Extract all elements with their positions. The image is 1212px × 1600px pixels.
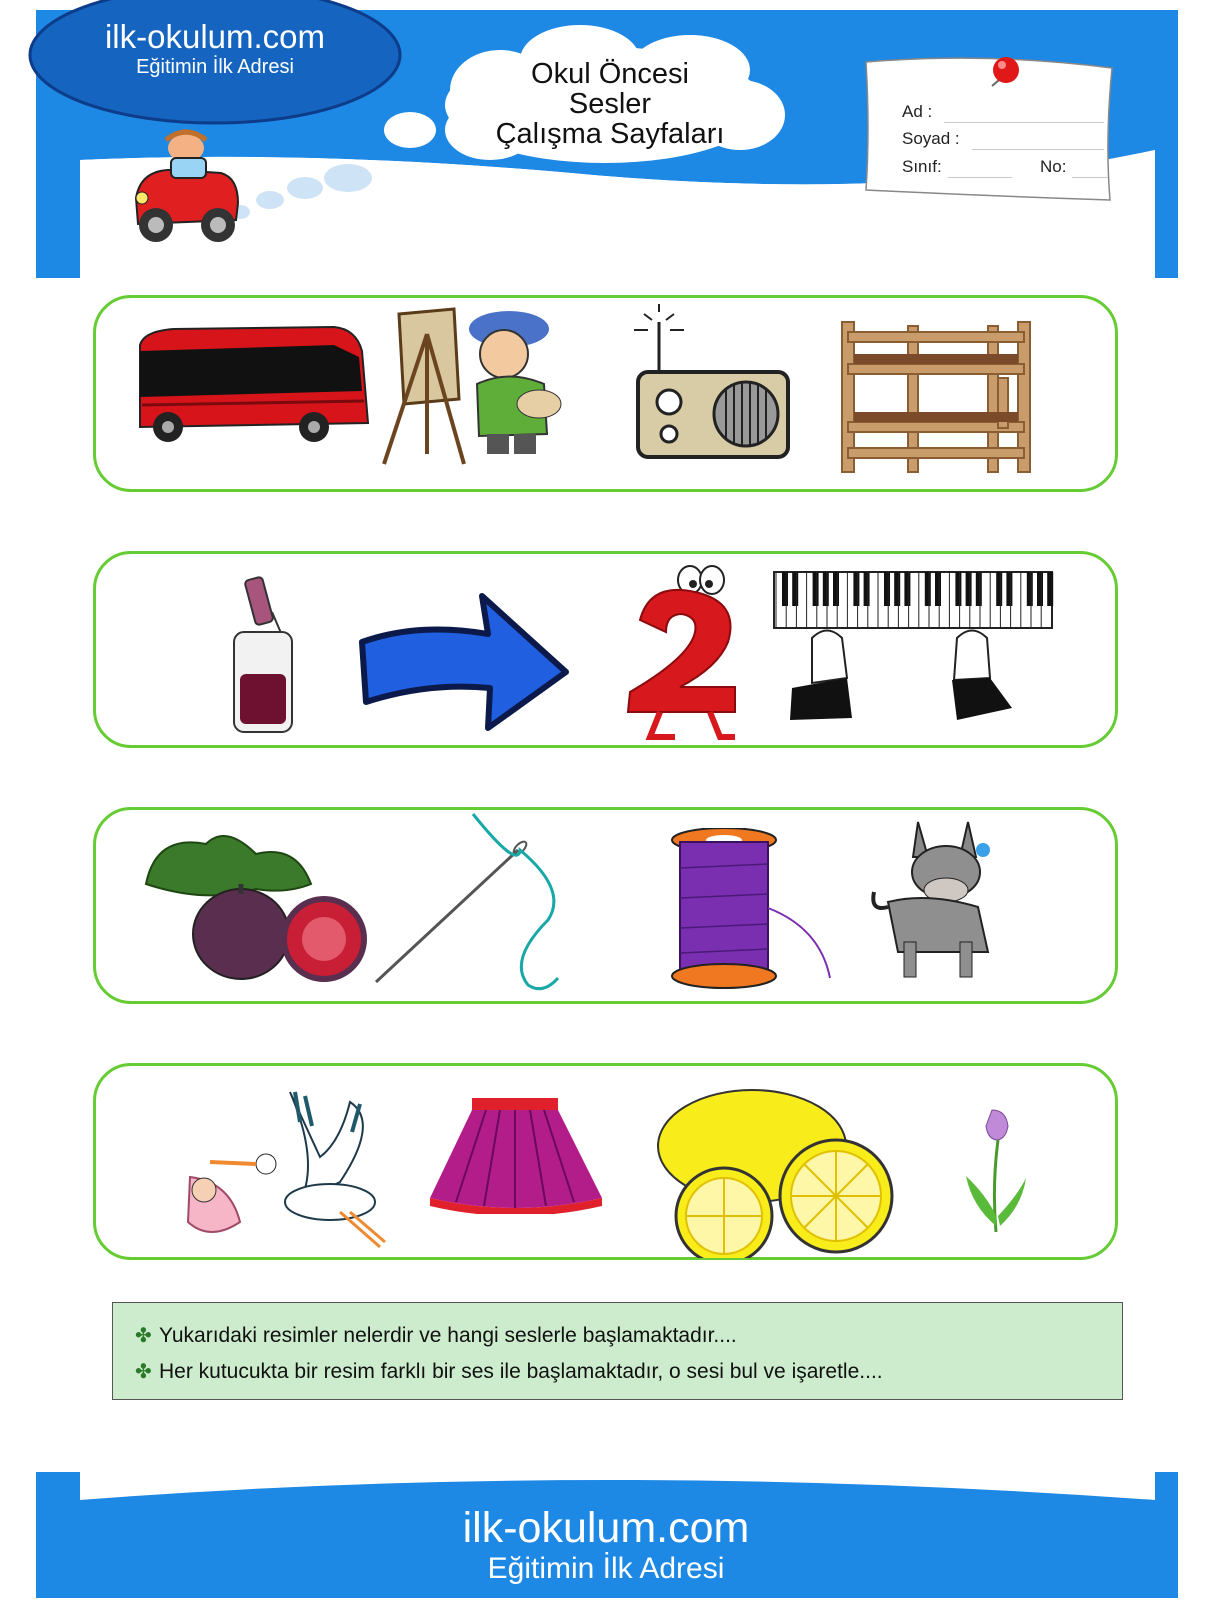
nail-polish-icon[interactable]	[220, 574, 302, 739]
skirt-icon[interactable]	[426, 1094, 604, 1214]
tulip-icon[interactable]	[962, 1106, 1032, 1236]
car-driver-icon	[126, 128, 246, 250]
instruction-line-2	[135, 1359, 883, 1384]
header-site-name: ilk-okulum.com	[104, 18, 326, 55]
clover-bullet-icon: ✤	[135, 1325, 152, 1347]
sinif-field[interactable]	[948, 177, 1012, 178]
bunk-bed-icon[interactable]	[838, 318, 1034, 482]
bus-icon[interactable]	[134, 323, 370, 445]
instruction-text-1: Yukarıdaki resimler nelerdir ve hangi seslerle başlamaktadır....	[159, 1324, 737, 1347]
painter-icon[interactable]	[379, 304, 569, 469]
push-pin-icon	[984, 52, 1024, 92]
arrow-icon[interactable]	[358, 582, 570, 732]
footer-site-name: ilk-okulum.com	[462, 1504, 750, 1552]
picture-box-3	[93, 807, 1118, 1004]
lemon-icon[interactable]	[654, 1086, 900, 1258]
number-two-icon[interactable]	[620, 562, 750, 742]
picture-box-1	[93, 295, 1118, 492]
picture-box-4	[93, 1063, 1118, 1260]
page-title-line-3: Çalışma Sayfaları	[495, 118, 725, 150]
instruction-text-2: Her kutucukta bir resim farklı bir ses ile başlamaktadır, o sesi bul ve işaretle....	[159, 1360, 883, 1383]
stork-with-baby-icon[interactable]	[180, 1082, 392, 1254]
ad-field[interactable]	[944, 122, 1104, 123]
soyad-label: Soyad :	[902, 129, 960, 148]
page-title-line-2: Sesler	[568, 88, 652, 120]
needle-icon[interactable]	[368, 810, 580, 992]
page-title-line-1: Okul Öncesi	[531, 58, 689, 90]
soyad-field[interactable]	[972, 149, 1104, 150]
radio-icon[interactable]	[624, 302, 796, 462]
ad-label: Ad :	[902, 102, 933, 121]
footer-slogan: Eğitimin İlk Adresi	[487, 1552, 725, 1585]
instruction-line-1	[135, 1323, 737, 1348]
clover-bullet-icon: ✤	[135, 1361, 152, 1383]
piano-icon[interactable]	[772, 568, 1054, 728]
no-field[interactable]	[1072, 177, 1108, 178]
donkey-icon[interactable]	[868, 812, 1018, 984]
instructions-box	[112, 1302, 1123, 1400]
picture-box-2	[93, 551, 1118, 748]
no-label: No:	[1040, 157, 1067, 176]
header-slogan: Eğitimin İlk Adresi	[136, 56, 294, 78]
fig-icon[interactable]	[136, 824, 368, 984]
thread-spool-icon[interactable]	[670, 828, 852, 990]
sinif-label: Sınıf:	[902, 157, 942, 176]
